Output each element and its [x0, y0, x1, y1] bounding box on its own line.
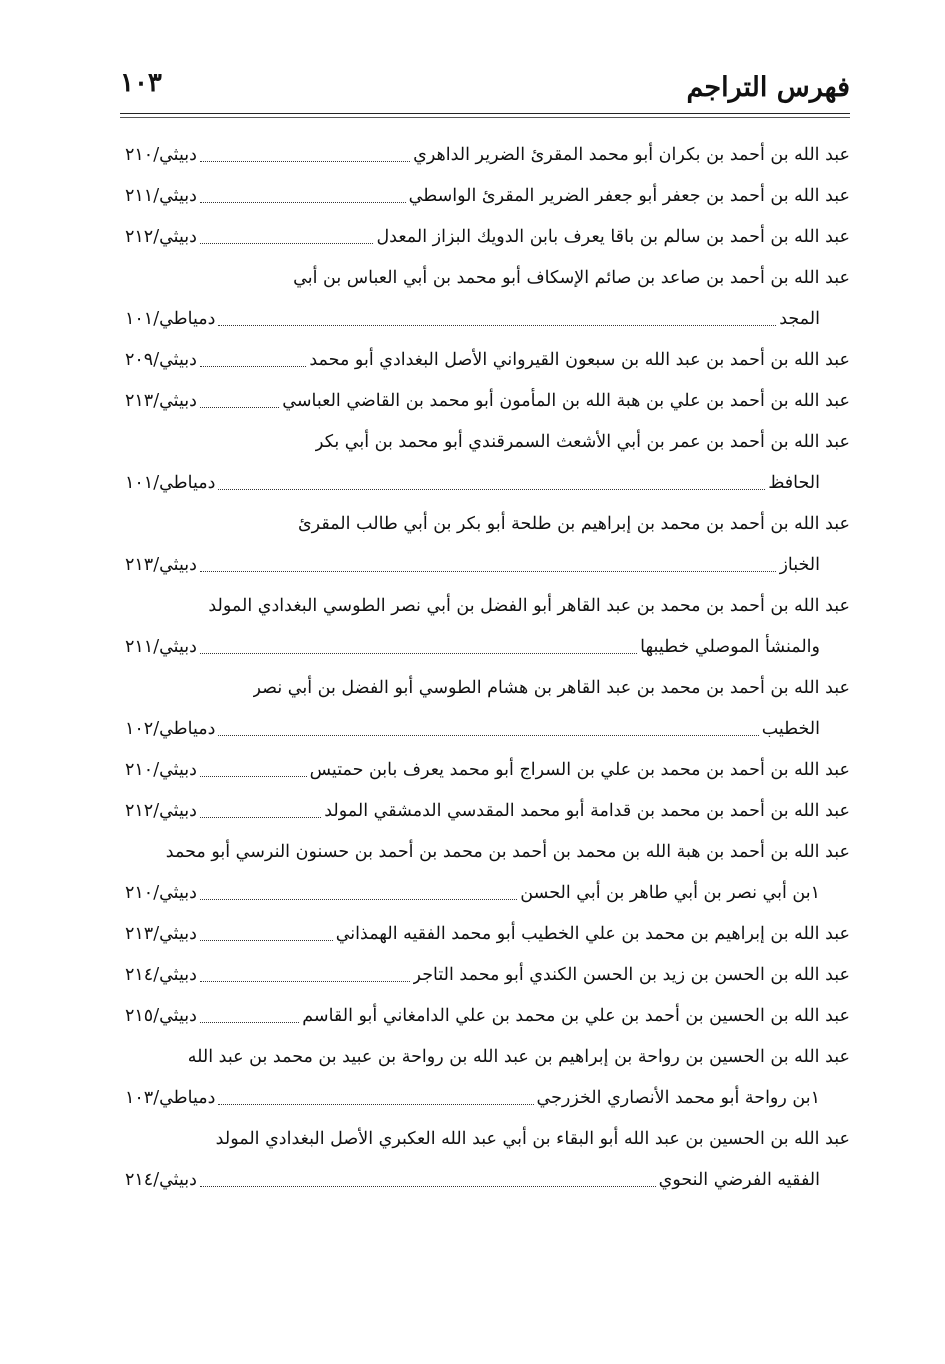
- page-number: ١٠٣: [120, 68, 162, 98]
- entry-name: عبد الله بن أحمد بن محمد بن علي بن السراج أبو محمد يعرف بابن حمتيس: [309, 760, 850, 780]
- dot-leader: [200, 571, 777, 572]
- dot-leader: [218, 489, 765, 490]
- entry-continuation-line: [125, 1160, 850, 1201]
- entry-continuation-line: [125, 299, 850, 340]
- entry-reference: دبيثي/٢١١: [125, 186, 197, 206]
- page-header: [120, 60, 850, 110]
- entry-reference: دبيثي/٢١٣: [125, 555, 197, 575]
- entry-continuation-line: [125, 709, 850, 750]
- entry-name: الفقيه الفرضي النحوي: [658, 1170, 820, 1190]
- dot-leader: [200, 776, 307, 777]
- entry-name: عبد الله بن أحمد بن بكران أبو محمد المقرئ الضرير الداهري: [413, 145, 850, 165]
- entry-reference: دبيثي/٢١٥: [125, 1006, 197, 1026]
- entry-name: الخطيب: [761, 719, 820, 739]
- entry-reference: دبيثي/٢١٣: [125, 391, 197, 411]
- entry-name: ١بن أبي نصر بن أبي طاهر بن أبي الحسن: [520, 883, 820, 903]
- entry-continuation-line: [125, 545, 850, 586]
- entry-reference: دمياطي/١٠١: [125, 473, 216, 493]
- index-entry: [125, 955, 850, 996]
- entry-name: عبد الله بن أحمد بن صاعد بن صائم الإسكاف أبو محمد بن أبي العباس بن أبي: [293, 268, 850, 288]
- entry-line: [125, 340, 850, 381]
- entry-name: ١بن رواحة أبو محمد الأنصاري الخزرجي: [536, 1088, 820, 1108]
- entry-name: عبد الله بن أحمد بن هبة الله بن محمد بن أحمد بن محمد بن أحمد بن حسنون النرسي أبو محمد: [165, 842, 850, 862]
- entry-reference: دبيثي/٢١٢: [125, 801, 197, 821]
- entry-name: المجد: [779, 309, 820, 329]
- index-entry: [125, 217, 850, 258]
- entries-list: [125, 135, 850, 1201]
- header-rule: [120, 113, 850, 114]
- entry-reference: دبيثي/٢١٤: [125, 1170, 197, 1190]
- index-entry: [125, 832, 850, 914]
- entry-reference: دبيثي/٢١٢: [125, 227, 197, 247]
- entry-reference: دبيثي/٢١٠: [125, 145, 197, 165]
- dot-leader: [200, 981, 410, 982]
- index-entry: [125, 258, 850, 340]
- dot-leader: [200, 407, 279, 408]
- dot-leader: [200, 202, 406, 203]
- entry-line: [125, 668, 850, 709]
- dot-leader: [218, 735, 758, 736]
- index-entry: [125, 135, 850, 176]
- entry-reference: دبيثي/٢١٠: [125, 760, 197, 780]
- entry-line: [125, 914, 850, 955]
- dot-leader: [200, 653, 637, 654]
- entry-line: [125, 586, 850, 627]
- dot-leader: [218, 325, 776, 326]
- entry-line: [125, 750, 850, 791]
- entry-line: [125, 996, 850, 1037]
- entry-line: [125, 1119, 850, 1160]
- entry-line: [125, 381, 850, 422]
- entry-reference: دبيثي/٢٠٩: [125, 350, 197, 370]
- header-rule-thin: [120, 117, 850, 118]
- index-entry: [125, 791, 850, 832]
- entry-name: عبد الله بن الحسن بن زيد بن الحسن الكندي أبو محمد التاجر: [412, 965, 850, 985]
- entry-name: عبد الله بن الحسين بن عبد الله أبو البقاء بن أبي عبد الله العكبري الأصل البغدادي المولد: [215, 1129, 850, 1149]
- entry-reference: دمياطي/١٠١: [125, 309, 216, 329]
- entry-name: عبد الله بن أحمد بن محمد بن إبراهيم بن طلحة أبو بكر بن أبي طالب المقرئ: [297, 514, 850, 534]
- dot-leader: [200, 243, 374, 244]
- entry-continuation-line: [125, 627, 850, 668]
- entry-reference: دمياطي/١٠٢: [125, 719, 216, 739]
- entry-name: عبد الله بن إبراهيم بن محمد بن علي الخطيب أبو محمد الفقيه الهمذاني: [335, 924, 850, 944]
- entry-line: [125, 504, 850, 545]
- index-entry: [125, 996, 850, 1037]
- entry-name: عبد الله بن أحمد بن محمد بن قدامة أبو محمد المقدسي الدمشقي المولد: [324, 801, 850, 821]
- dot-leader: [200, 940, 333, 941]
- entry-line: [125, 258, 850, 299]
- entry-name: الحافظ: [768, 473, 820, 493]
- entry-name: عبد الله بن أحمد بن عبد الله بن سبعون القيرواني الأصل البغدادي أبو محمد: [309, 350, 850, 370]
- dot-leader: [218, 1104, 533, 1105]
- entry-reference: دبيثي/٢١٠: [125, 883, 197, 903]
- dot-leader: [200, 817, 321, 818]
- index-entry: [125, 504, 850, 586]
- entry-name: عبد الله بن الحسين بن رواحة بن إبراهيم بن عبد الله بن رواحة بن عبيد بن محمد بن عبد الله: [187, 1047, 850, 1067]
- dot-leader: [200, 1186, 656, 1187]
- entry-name: عبد الله بن أحمد بن محمد بن عبد القاهر أبو الفضل بن أبي نصر الطوسي البغدادي المولد: [208, 596, 850, 616]
- dot-leader: [200, 366, 306, 367]
- entry-reference: دبيثي/٢١١: [125, 637, 197, 657]
- entry-name: عبد الله بن أحمد بن علي بن هبة الله بن المأمون أبو محمد بن القاضي العباسي: [282, 391, 850, 411]
- entry-name: عبد الله بن أحمد بن عمر بن أبي الأشعث السمرقندي أبو محمد بن أبي بكر: [315, 432, 850, 452]
- entry-continuation-line: [125, 463, 850, 504]
- entry-reference: دبيثي/٢١٤: [125, 965, 197, 985]
- entry-line: [125, 176, 850, 217]
- entry-line: [125, 135, 850, 176]
- index-entry: [125, 914, 850, 955]
- entry-name: عبد الله بن الحسين بن أحمد بن علي بن محمد بن علي الدامغاني أبو القاسم: [302, 1006, 850, 1026]
- entry-name: عبد الله بن أحمد بن جعفر أبو جعفر الضرير المقرئ الواسطي: [408, 186, 850, 206]
- entry-line: [125, 422, 850, 463]
- entry-continuation-line: [125, 1078, 850, 1119]
- index-entry: [125, 381, 850, 422]
- entry-name: عبد الله بن أحمد بن سالم بن باقا يعرف بابن الدويك البزاز المعدل: [376, 227, 850, 247]
- index-entry: [125, 176, 850, 217]
- index-entry: [125, 1037, 850, 1119]
- dot-leader: [200, 899, 517, 900]
- entry-continuation-line: [125, 873, 850, 914]
- entry-name: عبد الله بن أحمد بن محمد بن عبد القاهر بن هشام الطوسي أبو الفضل بن أبي نصر: [252, 678, 850, 698]
- entry-line: [125, 791, 850, 832]
- index-entry: [125, 750, 850, 791]
- index-entry: [125, 422, 850, 504]
- entry-reference: دبيثي/٢١٣: [125, 924, 197, 944]
- index-entry: [125, 1119, 850, 1201]
- dot-leader: [200, 1022, 299, 1023]
- index-entry: [125, 586, 850, 668]
- dot-leader: [200, 161, 410, 162]
- entry-line: [125, 832, 850, 873]
- page-title: فهرس التراجم: [686, 72, 850, 103]
- index-entry: [125, 340, 850, 381]
- entry-name: الخباز: [779, 555, 820, 575]
- entry-line: [125, 1037, 850, 1078]
- entry-line: [125, 955, 850, 996]
- index-entry: [125, 668, 850, 750]
- entry-reference: دمياطي/١٠٣: [125, 1088, 216, 1108]
- entry-line: [125, 217, 850, 258]
- entry-name: والمنشأ الموصلي خطيبها: [640, 637, 820, 657]
